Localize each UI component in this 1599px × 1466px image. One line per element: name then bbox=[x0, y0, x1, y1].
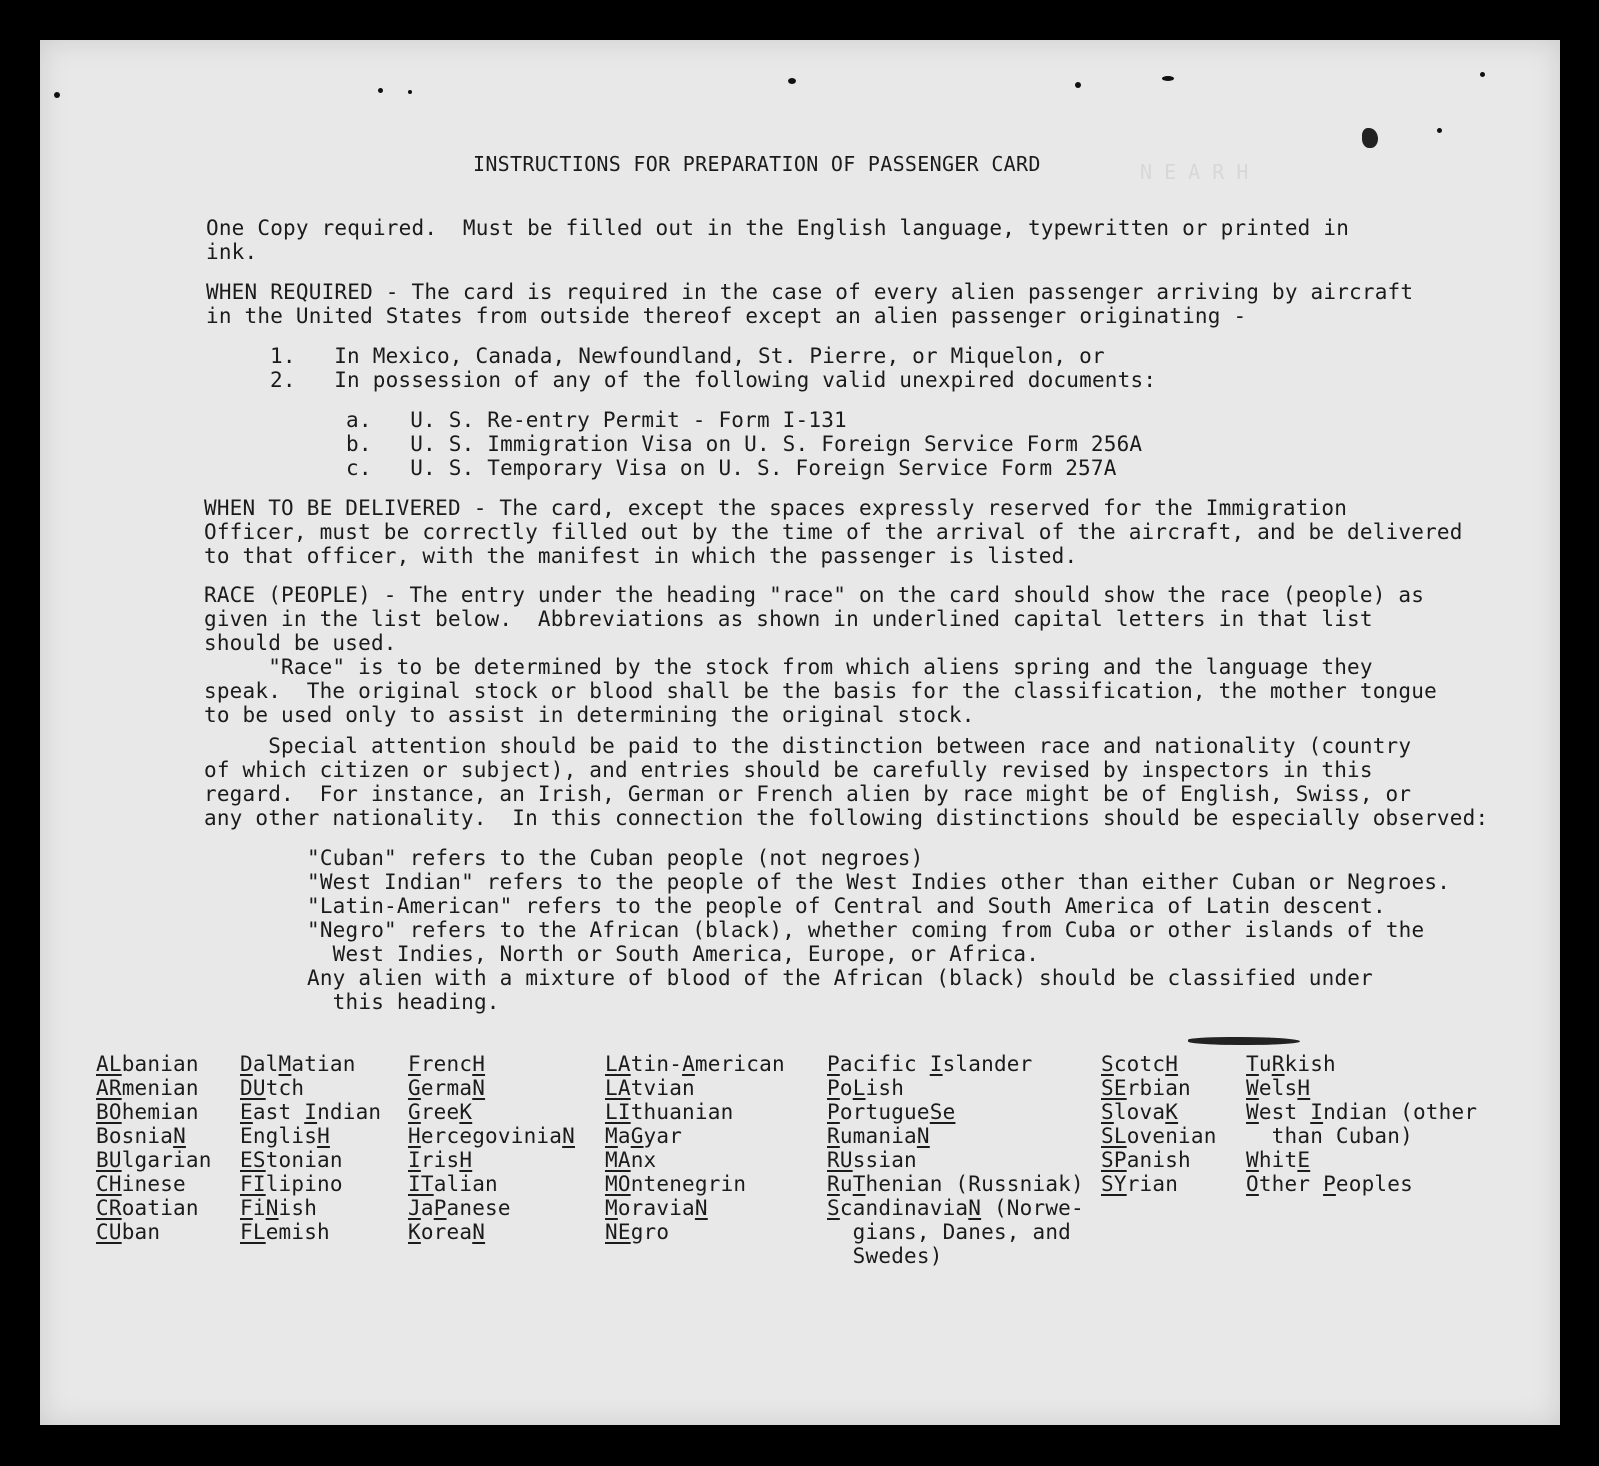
race-abbrev-segment: I bbox=[929, 1052, 943, 1076]
race-abbrev-segment: E bbox=[1297, 1148, 1311, 1172]
speck bbox=[1162, 76, 1174, 81]
distinction-line: "West Indian" refers to the people of the West Indies other than either Cuban or Negroes. bbox=[307, 870, 1451, 894]
race-abbrev-segment: ES bbox=[240, 1148, 266, 1172]
race-line: should be used. bbox=[204, 631, 397, 655]
race-abbrev-segment: LI bbox=[605, 1100, 631, 1124]
race-abbrev-segment: S bbox=[1101, 1100, 1114, 1124]
race-abbrev-segment: BU bbox=[96, 1148, 122, 1172]
race-name-segment: emish bbox=[265, 1220, 330, 1244]
document-item: a. U. S. Re-entry Permit - Form I-131 bbox=[346, 408, 847, 432]
race-abbrev-segment: I bbox=[408, 1148, 421, 1172]
speck bbox=[378, 88, 383, 93]
race-entry bbox=[240, 1220, 330, 1244]
race-abbrev-segment: CR bbox=[96, 1196, 122, 1220]
race-abbrev-segment: CH bbox=[96, 1172, 122, 1196]
race-abbrev-segment: P bbox=[827, 1076, 840, 1100]
race-abbrev-segment: SY bbox=[1101, 1172, 1127, 1196]
race-name-segment: gians, Danes, and bbox=[827, 1220, 1072, 1244]
special-line: Special attention should be paid to the distinction between race and nationality (country bbox=[204, 734, 1412, 758]
when-delivered-line: to that officer, with the manifest in which the passenger is listed. bbox=[204, 544, 1078, 568]
special-line: regard. For instance, an Irish, German or French alien by race might be of English, Swiss, or bbox=[204, 782, 1412, 806]
race-name-segment: alian bbox=[433, 1172, 498, 1196]
race-name-segment: ish bbox=[865, 1076, 905, 1100]
race-abbrev-segment: F bbox=[240, 1196, 253, 1220]
race-abbrev-segment: Se bbox=[929, 1100, 956, 1124]
race-entry bbox=[96, 1076, 199, 1100]
race-abbrev-segment: I bbox=[304, 1100, 318, 1124]
race-abbrev-segment: CU bbox=[96, 1220, 122, 1244]
race-name-segment: rbian bbox=[1126, 1076, 1191, 1100]
race-entry bbox=[96, 1124, 186, 1148]
when-required-line: in the United States from outside thereof except an alien passenger originating - bbox=[206, 304, 1247, 328]
race-name-segment: ish bbox=[278, 1196, 318, 1220]
race-entry bbox=[827, 1172, 1084, 1196]
race-entry bbox=[827, 1220, 1071, 1244]
race-abbrev-segment: T bbox=[1246, 1052, 1259, 1076]
race-entry bbox=[1246, 1076, 1310, 1100]
race-name-segment: tonian bbox=[265, 1148, 343, 1172]
race-abbrev-segment: H bbox=[408, 1124, 421, 1148]
race-name-segment: merican bbox=[694, 1052, 785, 1076]
race-entry bbox=[605, 1100, 733, 1124]
race-name-segment: slander bbox=[942, 1052, 1033, 1076]
race-name-segment: ssian bbox=[852, 1148, 917, 1172]
race-abbrev-segment: LA bbox=[605, 1076, 631, 1100]
race-entry bbox=[827, 1244, 943, 1268]
race-name-segment: candinavia bbox=[839, 1196, 969, 1220]
race-abbrev-segment: N bbox=[265, 1196, 279, 1220]
race-abbrev-segment: FI bbox=[240, 1172, 266, 1196]
race-entry bbox=[240, 1148, 343, 1172]
race-name-segment: ndian bbox=[317, 1100, 382, 1124]
race-abbrev-segment: DU bbox=[240, 1076, 266, 1100]
race-name-segment: erma bbox=[420, 1076, 473, 1100]
race-abbrev-segment: IT bbox=[408, 1172, 434, 1196]
speck bbox=[408, 90, 412, 94]
race-abbrev-segment: A bbox=[682, 1052, 695, 1076]
race-entry bbox=[408, 1100, 472, 1124]
race-abbrev-segment: R bbox=[827, 1124, 840, 1148]
race-abbrev-segment: E bbox=[240, 1100, 253, 1124]
speck bbox=[1075, 82, 1081, 88]
race-entry bbox=[1101, 1124, 1217, 1148]
race-abbrev-segment: LA bbox=[605, 1052, 631, 1076]
race-name-segment: Bosnia bbox=[96, 1124, 174, 1148]
race-name-segment: oatian bbox=[121, 1196, 199, 1220]
document-item: c. U. S. Temporary Visa on U. S. Foreign Service Form 257A bbox=[346, 456, 1117, 480]
race-abbrev-segment: AR bbox=[96, 1076, 122, 1100]
race-name-segment: banian bbox=[121, 1052, 199, 1076]
race-name-segment: anese bbox=[446, 1196, 511, 1220]
distinction-line: West Indies, North or South America, Europe, or Africa. bbox=[307, 942, 1040, 966]
race-name-segment: lgarian bbox=[121, 1148, 212, 1172]
race-abbrev-segment: H bbox=[1165, 1052, 1179, 1076]
race-abbrev-segment: K bbox=[459, 1100, 473, 1124]
distinction-line: Any alien with a mixture of blood of the African (black) should be classified under bbox=[307, 966, 1373, 990]
intro-line: One Copy required. Must be filled out in the English language, typewritten or printed in bbox=[206, 216, 1350, 240]
race-abbrev-segment: P bbox=[1323, 1172, 1336, 1196]
race-name-segment: ast bbox=[252, 1100, 305, 1124]
race-abbrev-segment: M bbox=[605, 1124, 618, 1148]
race-name-segment: lipino bbox=[265, 1172, 343, 1196]
distinction-line: "Latin-American" refers to the people of Central and South America of Latin descent. bbox=[307, 894, 1386, 918]
race-name-segment: thuanian bbox=[630, 1100, 734, 1124]
race-abbrev-segment: K bbox=[408, 1220, 421, 1244]
race-name-segment: u bbox=[1258, 1052, 1272, 1076]
race-abbrev-segment: I bbox=[1310, 1100, 1324, 1124]
race-entry bbox=[827, 1052, 1033, 1076]
race-abbrev-segment: H bbox=[1297, 1076, 1311, 1100]
race-entry bbox=[408, 1076, 485, 1100]
race-line: to be used only to assist in determining the original stock. bbox=[204, 703, 975, 727]
race-name-segment: ortugue bbox=[839, 1100, 930, 1124]
race-entry bbox=[1101, 1076, 1191, 1100]
race-entry bbox=[240, 1052, 356, 1076]
race-entry bbox=[96, 1100, 199, 1124]
race-name-segment: ban bbox=[121, 1220, 161, 1244]
race-abbrev-segment: D bbox=[240, 1052, 253, 1076]
race-name-segment: nx bbox=[630, 1148, 657, 1172]
race-entry bbox=[1101, 1148, 1191, 1172]
numbered-item: 2. In possession of any of the following valid unexpired documents: bbox=[270, 368, 1157, 392]
race-entry bbox=[96, 1148, 212, 1172]
race-name-segment: Englis bbox=[240, 1124, 318, 1148]
race-name-segment: o bbox=[839, 1076, 853, 1100]
race-abbrev-segment: SE bbox=[1101, 1076, 1127, 1100]
race-entry bbox=[605, 1076, 695, 1100]
race-name-segment: oravia bbox=[617, 1196, 695, 1220]
race-entry bbox=[408, 1220, 485, 1244]
ink-blot bbox=[1188, 1037, 1300, 1045]
race-name-segment: ther bbox=[1258, 1172, 1324, 1196]
speck bbox=[1480, 72, 1485, 77]
race-entry bbox=[605, 1172, 746, 1196]
document-item: b. U. S. Immigration Visa on U. S. Foreign Service Form 256A bbox=[346, 432, 1143, 456]
race-abbrev-segment: MO bbox=[605, 1172, 631, 1196]
race-abbrev-segment: H bbox=[472, 1052, 486, 1076]
race-name-segment: yar bbox=[643, 1124, 683, 1148]
race-name-segment: inese bbox=[121, 1172, 186, 1196]
race-name-segment: henian (Russniak) bbox=[865, 1172, 1084, 1196]
race-name-segment: al bbox=[252, 1052, 279, 1076]
race-entry bbox=[605, 1196, 708, 1220]
distinction-line: this heading. bbox=[307, 990, 500, 1014]
race-entry bbox=[408, 1148, 472, 1172]
special-line: any other nationality. In this connection the following distinctions should be especially observed: bbox=[204, 806, 1489, 830]
race-abbrev-segment: M bbox=[278, 1052, 292, 1076]
race-name-segment: eoples bbox=[1335, 1172, 1413, 1196]
speck bbox=[788, 78, 796, 84]
race-abbrev-segment: G bbox=[408, 1076, 421, 1100]
race-name-segment: orea bbox=[420, 1220, 473, 1244]
race-name-segment: Swedes) bbox=[827, 1244, 943, 1268]
special-line: of which citizen or subject), and entries should be carefully revised by inspectors in this bbox=[204, 758, 1373, 782]
document-page bbox=[40, 40, 1560, 1425]
distinction-line: "Negro" refers to the African (black), whether coming from Cuba or other islands of the bbox=[307, 918, 1425, 942]
race-entry bbox=[1246, 1100, 1477, 1124]
when-delivered-line: WHEN TO BE DELIVERED - The card, except the spaces expressly reserved for the Immigration bbox=[204, 496, 1348, 520]
page-title: INSTRUCTIONS FOR PREPARATION OF PASSENGER CARD bbox=[473, 152, 1041, 176]
race-name-segment: than Cuban) bbox=[1246, 1124, 1413, 1148]
race-abbrev-segment: K bbox=[1165, 1100, 1179, 1124]
ink-blot bbox=[1362, 128, 1378, 148]
race-abbrev-segment: N bbox=[472, 1220, 486, 1244]
race-entry bbox=[96, 1052, 199, 1076]
race-name-segment: cotc bbox=[1113, 1052, 1166, 1076]
race-entry bbox=[827, 1100, 955, 1124]
race-entry bbox=[1101, 1052, 1178, 1076]
race-name-segment: ree bbox=[420, 1100, 460, 1124]
race-name-segment: lova bbox=[1113, 1100, 1166, 1124]
race-name-segment: tvian bbox=[630, 1076, 695, 1100]
race-line: RACE (PEOPLE) - The entry under the heading "race" on the card should show the race (people) as bbox=[204, 583, 1425, 607]
race-entry bbox=[605, 1124, 682, 1148]
bleed-through-mark: N E A R H bbox=[1140, 160, 1249, 184]
race-entry bbox=[240, 1196, 317, 1220]
race-abbrev-segment: BO bbox=[96, 1100, 122, 1124]
race-name-segment: ovenian bbox=[1126, 1124, 1217, 1148]
race-line: given in the list below. Abbreviations as shown in underlined capital letters in that list bbox=[204, 607, 1373, 631]
race-entry bbox=[240, 1100, 381, 1124]
race-abbrev-segment: N bbox=[173, 1124, 186, 1148]
race-abbrev-segment: FL bbox=[240, 1220, 266, 1244]
race-abbrev-segment: N bbox=[472, 1076, 486, 1100]
race-entry bbox=[96, 1220, 160, 1244]
race-entry bbox=[1246, 1172, 1413, 1196]
race-name-segment: ndian (other bbox=[1323, 1100, 1478, 1124]
race-entry bbox=[1101, 1172, 1178, 1196]
race-abbrev-segment: N bbox=[694, 1196, 708, 1220]
race-entry bbox=[827, 1124, 930, 1148]
race-abbrev-segment: W bbox=[1246, 1076, 1259, 1100]
race-abbrev-segment: L bbox=[852, 1076, 866, 1100]
race-abbrev-segment: P bbox=[827, 1100, 840, 1124]
race-abbrev-segment: MA bbox=[605, 1148, 631, 1172]
intro-line: ink. bbox=[206, 240, 258, 264]
race-name-segment: hemian bbox=[121, 1100, 199, 1124]
race-abbrev-segment: H bbox=[459, 1148, 473, 1172]
race-name-segment: renc bbox=[420, 1052, 473, 1076]
race-entry bbox=[1246, 1052, 1336, 1076]
race-entry bbox=[240, 1172, 343, 1196]
race-abbrev-segment: P bbox=[827, 1052, 840, 1076]
race-entry bbox=[96, 1196, 199, 1220]
race-name-segment: atian bbox=[291, 1052, 356, 1076]
race-abbrev-segment: W bbox=[1246, 1148, 1259, 1172]
race-entry bbox=[605, 1220, 669, 1244]
race-name-segment: rian bbox=[1126, 1172, 1179, 1196]
race-name-segment: tin- bbox=[630, 1052, 683, 1076]
race-name-segment: ntenegrin bbox=[630, 1172, 747, 1196]
race-abbrev-segment: G bbox=[408, 1100, 421, 1124]
race-abbrev-segment: F bbox=[408, 1052, 421, 1076]
race-abbrev-segment: G bbox=[630, 1124, 644, 1148]
race-abbrev-segment: P bbox=[433, 1196, 447, 1220]
race-abbrev-segment: S bbox=[827, 1196, 840, 1220]
race-entry bbox=[240, 1124, 330, 1148]
race-entry bbox=[408, 1052, 485, 1076]
race-entry bbox=[605, 1052, 785, 1076]
race-name-segment: hit bbox=[1258, 1148, 1298, 1172]
race-name-segment: acific bbox=[839, 1052, 930, 1076]
race-name-segment: u bbox=[839, 1172, 853, 1196]
race-entry bbox=[605, 1148, 656, 1172]
race-entry bbox=[408, 1172, 498, 1196]
race-abbrev-segment: SP bbox=[1101, 1148, 1127, 1172]
race-entry bbox=[827, 1148, 917, 1172]
race-abbrev-segment: J bbox=[408, 1196, 421, 1220]
race-entry bbox=[240, 1076, 304, 1100]
race-entry bbox=[96, 1172, 186, 1196]
race-entry bbox=[827, 1196, 1084, 1220]
race-name-segment: anish bbox=[1126, 1148, 1191, 1172]
race-abbrev-segment: SL bbox=[1101, 1124, 1127, 1148]
race-name-segment: els bbox=[1258, 1076, 1298, 1100]
race-name-segment: gro bbox=[630, 1220, 670, 1244]
race-entry bbox=[1246, 1148, 1310, 1172]
race-name-segment: menian bbox=[121, 1076, 199, 1100]
race-entry bbox=[1246, 1124, 1413, 1148]
race-line: speak. The original stock or blood shall be the basis for the classification, the mother tongue bbox=[204, 679, 1437, 703]
race-abbrev-segment: RU bbox=[827, 1148, 853, 1172]
race-name-segment: tch bbox=[265, 1076, 305, 1100]
numbered-item: 1. In Mexico, Canada, Newfoundland, St. Pierre, or Miquelon, or bbox=[270, 344, 1105, 368]
when-required-line: WHEN REQUIRED - The card is required in the case of every alien passenger arriving by aircraft bbox=[206, 280, 1414, 304]
race-abbrev-segment: S bbox=[1101, 1052, 1114, 1076]
race-abbrev-segment: R bbox=[1271, 1052, 1285, 1076]
race-abbrev-segment: R bbox=[827, 1172, 840, 1196]
race-entry bbox=[408, 1124, 575, 1148]
race-abbrev-segment: N bbox=[562, 1124, 575, 1148]
race-abbrev-segment: AL bbox=[96, 1052, 122, 1076]
race-entry bbox=[1101, 1100, 1178, 1124]
race-name-segment: kish bbox=[1284, 1052, 1336, 1076]
when-delivered-line: Officer, must be correctly filled out by the time of the arrival of the aircraft, and be delivered bbox=[204, 520, 1463, 544]
race-abbrev-segment: H bbox=[317, 1124, 330, 1148]
race-entry bbox=[408, 1196, 511, 1220]
race-abbrev-segment: O bbox=[1246, 1172, 1259, 1196]
race-name-segment: i bbox=[252, 1196, 266, 1220]
speck bbox=[54, 92, 60, 98]
race-name-segment: a bbox=[420, 1196, 434, 1220]
race-entry bbox=[827, 1076, 904, 1100]
race-abbrev-segment: T bbox=[852, 1172, 866, 1196]
race-name-segment: a bbox=[617, 1124, 631, 1148]
race-abbrev-segment: NE bbox=[605, 1220, 631, 1244]
race-abbrev-segment: M bbox=[605, 1196, 618, 1220]
race-abbrev-segment: N bbox=[968, 1196, 982, 1220]
race-name-segment: ris bbox=[420, 1148, 460, 1172]
race-name-segment: umania bbox=[839, 1124, 917, 1148]
race-line: "Race" is to be determined by the stock from which aliens spring and the language they bbox=[204, 655, 1373, 679]
race-name-segment: (Norwe- bbox=[981, 1196, 1084, 1220]
race-name-segment: ercegovinia bbox=[420, 1124, 563, 1148]
distinction-line: "Cuban" refers to the Cuban people (not negroes) bbox=[307, 846, 924, 870]
race-name-segment: est bbox=[1258, 1100, 1311, 1124]
race-abbrev-segment: W bbox=[1246, 1100, 1259, 1124]
race-abbrev-segment: N bbox=[916, 1124, 930, 1148]
speck bbox=[1437, 128, 1442, 133]
